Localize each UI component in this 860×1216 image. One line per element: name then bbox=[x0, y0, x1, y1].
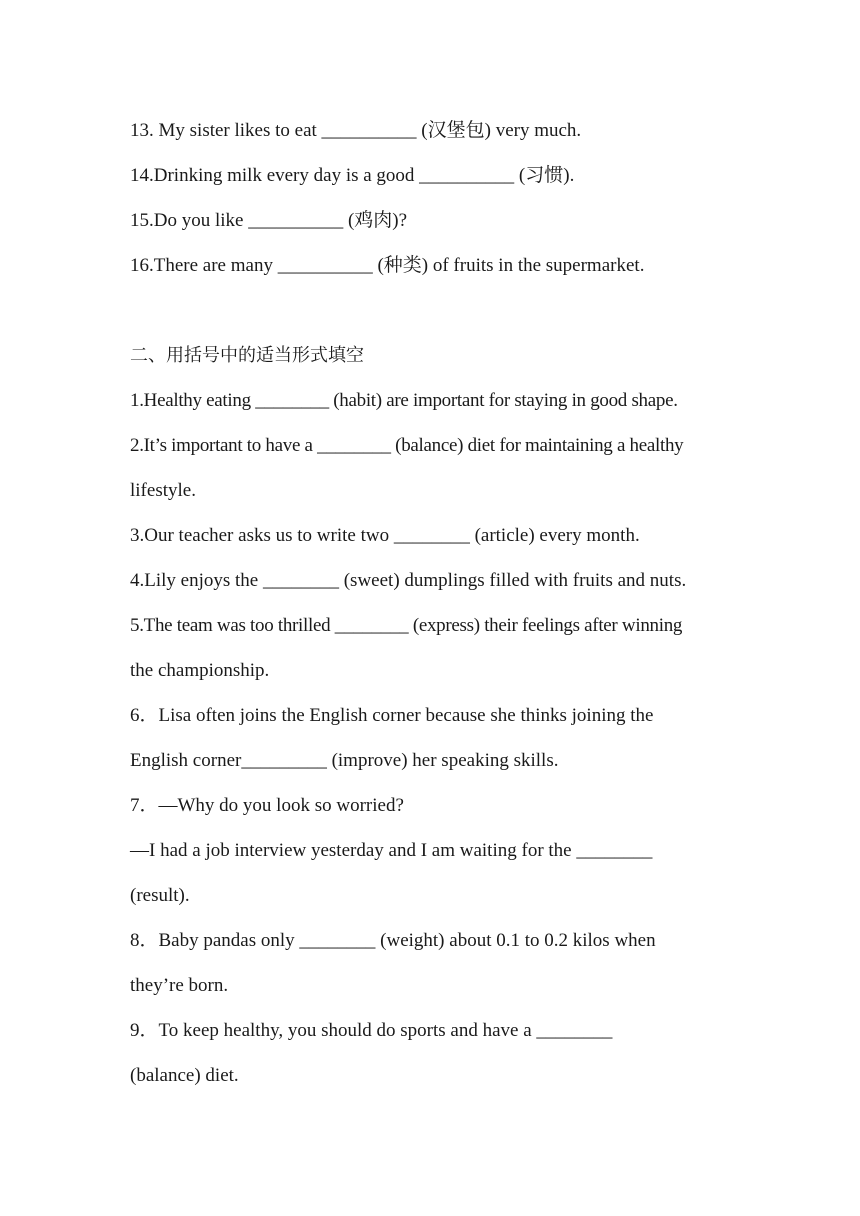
question-13: 13. My sister likes to eat __________ (汉堡包) very much. bbox=[130, 120, 582, 141]
section-spacer bbox=[130, 288, 740, 333]
exercise-line: English corner_________ (improve) her speaking skills. bbox=[130, 750, 559, 771]
exercise-line: 3.Our teacher asks us to write two ________ (article) every month. bbox=[130, 525, 640, 546]
exercise-line: 8．Baby pandas only ________ (weight) about 0.1 to 0.2 kilos when bbox=[130, 930, 656, 951]
exercise-line: 1.Healthy eating ________ (habit) are important for staying in good shape. bbox=[130, 390, 678, 411]
section-two-heading: 二、用括号中的适当形式填空 bbox=[130, 345, 364, 366]
exercise-line: —I had a job interview yesterday and I am waiting for the ________ bbox=[130, 840, 653, 861]
exercise-line: 7．—Why do you look so worried? bbox=[130, 795, 404, 816]
exercise-line: 9．To keep healthy, you should do sports and have a ________ bbox=[130, 1020, 613, 1041]
exercise-line: 4.Lily enjoys the ________ (sweet) dumplings filled with fruits and nuts. bbox=[130, 570, 687, 591]
exercise-line: they’re born. bbox=[130, 975, 229, 996]
worksheet-content bbox=[130, 108, 740, 1098]
exercise-line: the championship. bbox=[130, 660, 270, 681]
exercise-line: (balance) diet. bbox=[130, 1065, 239, 1086]
question-14: 14.Drinking milk every day is a good __________ (习惯). bbox=[130, 165, 575, 186]
question-15: 15.Do you like __________ (鸡肉)? bbox=[130, 210, 408, 231]
exercise-line: 5.The team was too thrilled ________ (express) their feelings after winning bbox=[130, 615, 683, 636]
exercise-line: 2.It’s important to have a ________ (balance) diet for maintaining a healthy bbox=[130, 435, 684, 456]
question-16: 16.There are many __________ (种类) of fruits in the supermarket. bbox=[130, 255, 645, 276]
exercise-line: 6．Lisa often joins the English corner because she thinks joining the bbox=[130, 705, 654, 726]
exercise-line: (result). bbox=[130, 885, 190, 906]
exercise-line: lifestyle. bbox=[130, 480, 196, 501]
